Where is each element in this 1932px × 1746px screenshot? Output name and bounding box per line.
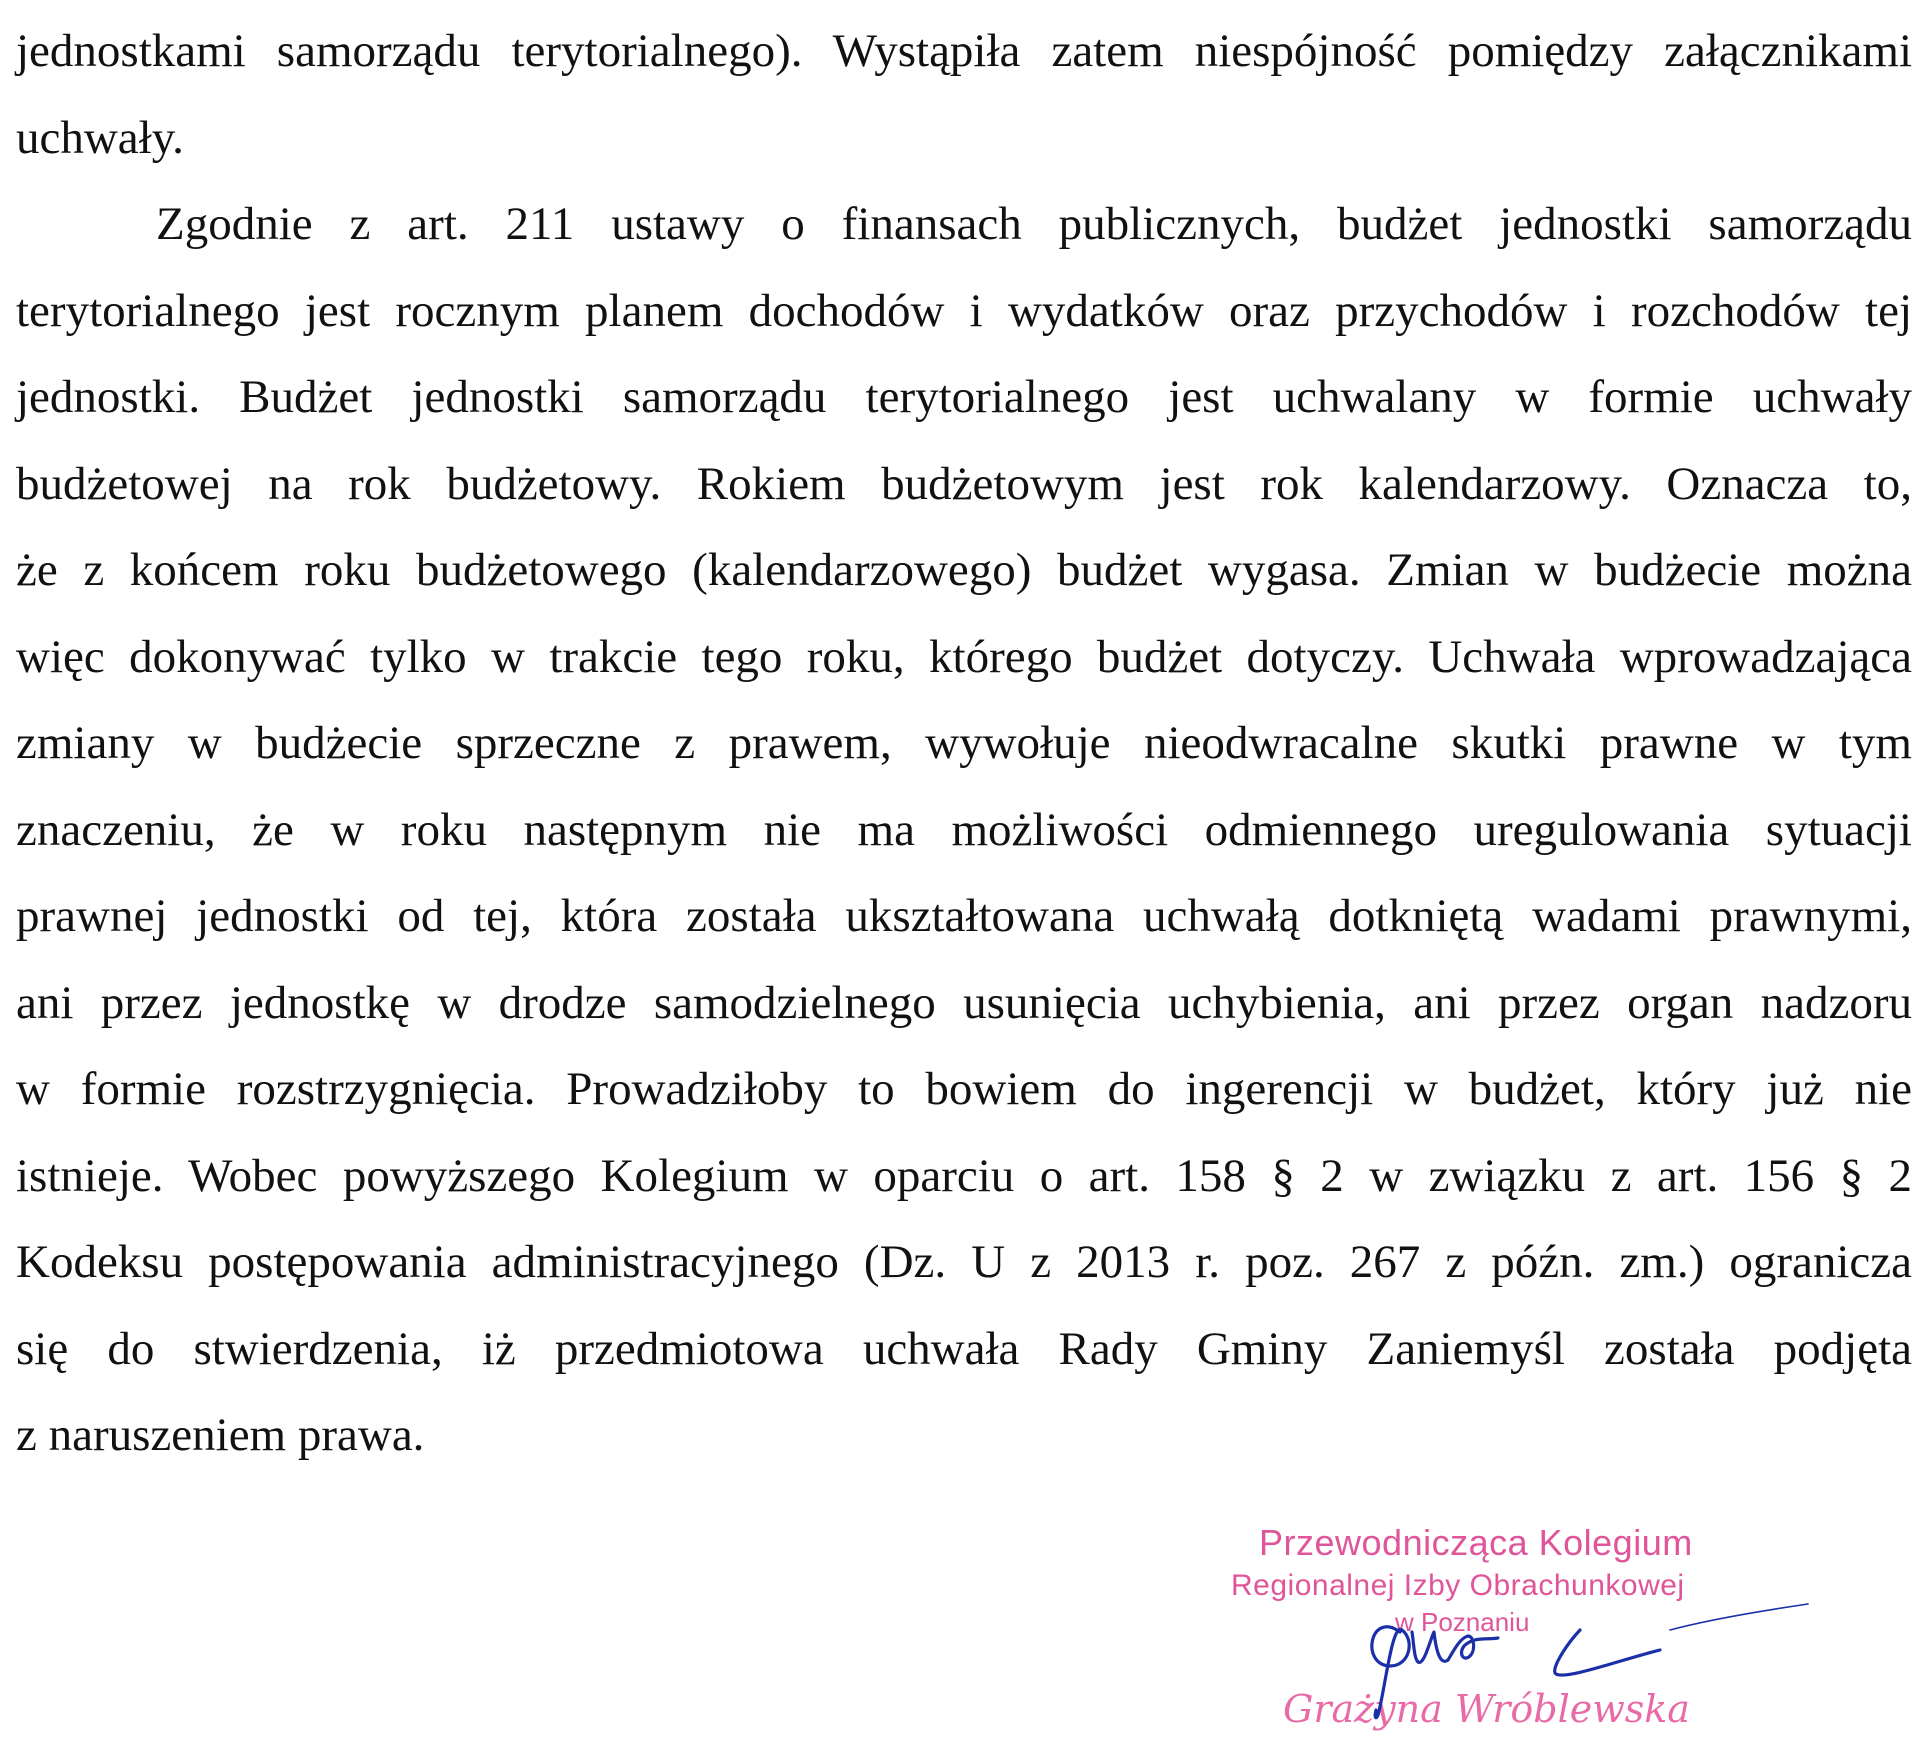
stamp-institution: Regionalnej Izby Obrachunkowej (1231, 1569, 1685, 1602)
text-line: prawnej jednostki od tej, która została ukształtowana uchwałą dotkniętą wadami prawnymi, (16, 890, 1912, 942)
text-line: ani przez jednostkę w drodze samodzielnego usunięcia uchybienia, ani przez organ nadzoru (16, 976, 1912, 1029)
text-line: istnieje. Wobec powyższego Kolegium w oparciu o art. 158 § 2 w związku z art. 156 § 2 (16, 1149, 1912, 1202)
text-line: budżetowej na rok budżetowy. Rokiem budżetowym jest rok kalendarzowy. Oznacza to, (16, 457, 1912, 510)
text-line: uchwały. (16, 111, 184, 164)
text-line: jednostki. Budżet jednostki samorządu terytorialnego jest uchwalany w formie uchwały (16, 371, 1912, 423)
handwritten-signature (1330, 1570, 1830, 1720)
stamp-city: w Poznaniu (1395, 1607, 1530, 1637)
stamp-title: Przewodnicząca Kolegium (1259, 1522, 1693, 1563)
text-line: więc dokonywać tylko w trakcie tego roku, którego budżet dotyczy. Uchwała wprowadzająca (16, 630, 1912, 683)
text-line: Zgodnie z art. 211 ustawy o finansach publicznych, budżet jednostki samorządu (156, 198, 1912, 250)
text-line: znaczeniu, że w roku następnym nie ma możliwości odmiennego uregulowania sytuacji (16, 803, 1912, 856)
text-line: się do stwierdzenia, iż przedmiotowa uchwała Rady Gminy Zaniemyśl została podjęta (16, 1322, 1912, 1375)
stamp-signer-name: Grażyna Wróblewska (1283, 1687, 1690, 1731)
text-line: jednostkami samorządu terytorialnego). Wystąpiła zatem niespójność pomiędzy załącznikami (16, 25, 1912, 77)
text-line: Kodeksu postępowania administracyjnego (Dz. U z 2013 r. poz. 267 z późn. zm.) ogranicza (16, 1236, 1912, 1288)
document-body (16, 8, 1912, 1479)
text-line: z naruszeniem prawa. (16, 1409, 425, 1461)
text-line: w formie rozstrzygnięcia. Prowadziłoby to bowiem do ingerencji w budżet, który już nie (16, 1063, 1912, 1115)
text-line: terytorialnego jest rocznym planem dochodów i wydatków oraz przychodów i rozchodów tej (16, 284, 1912, 337)
text-line: zmiany w budżecie sprzeczne z prawem, wywołuje nieodwracalne skutki prawne w tym (16, 717, 1912, 769)
text-line: że z końcem roku budżetowego (kalendarzowego) budżet wygasa. Zmian w budżecie można (16, 544, 1912, 596)
